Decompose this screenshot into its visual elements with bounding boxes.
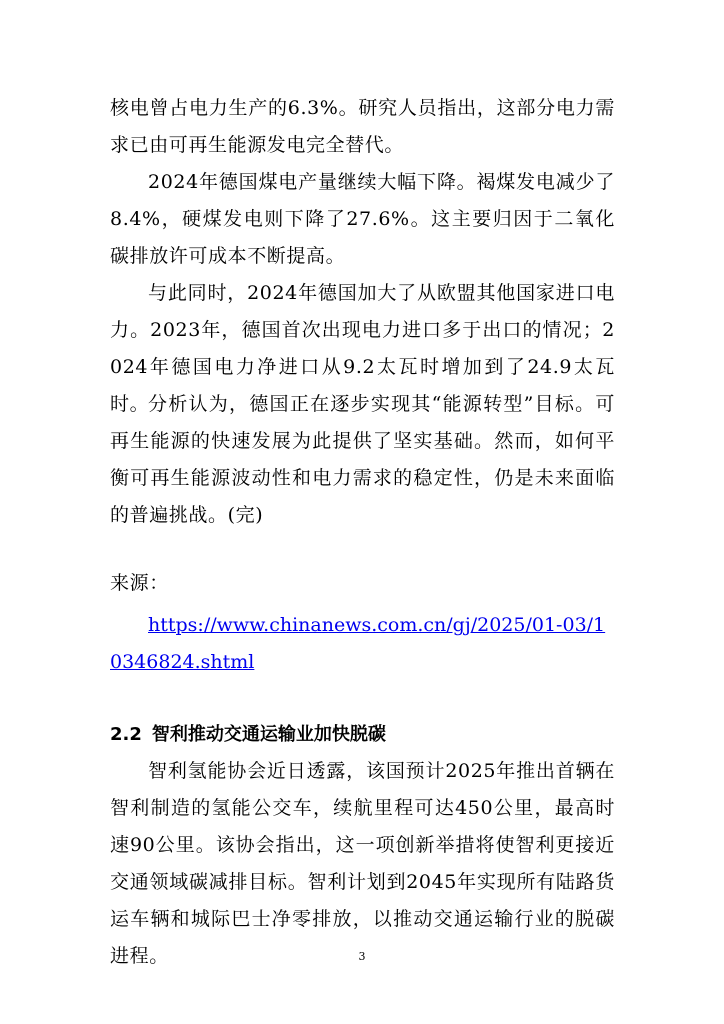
section-number: 2.2 — [110, 724, 142, 745]
paragraph-coal-decline: 2024年德国煤电产量继续大幅下降。褐煤发电减少了8.4%，硬煤发电则下降了27.6%。这主要归因于二氧化碳排放许可成本不断提高。 — [110, 171, 615, 267]
page-number: 3 — [358, 950, 366, 963]
section-title: 智利推动交通运输业加快脱碳 — [151, 724, 386, 745]
source-label: 来源： — [110, 572, 169, 594]
paragraph-energy-transition: 分析认为，德国正在逐步实现其“能源转型”目标。可再生能源的快速发展为此提供了坚实基础。然而，如何平衡可再生能源波动性和电力需求的稳定性，仍是未来面临的普遍挑战。(完) — [110, 393, 615, 526]
paragraph-power-imports: 与此同时，2024年德国加大了从欧盟其他国家进口电力。2023年，德国首次出现电力进口多于出口的情况；2024年德国电力净进口从9.2太瓦时增加到了24.9太瓦时。 — [110, 282, 615, 415]
source-link[interactable]: https://www.chinanews.com.cn/gj/2025/01-03/10346824.shtml — [110, 614, 606, 673]
paragraph-chile-hydrogen: 智利氢能协会近日透露，该国预计2025年推出首辆在智利制造的氢能公交车，续航里程可达450公里，最高时速90公里。该协会指出，这一项创新举措将使智利更接近交通领域碳减排目标。智利计划到2045年实现所有陆路货运车辆和城际巴士净零排放，以推动交通运输行业的脱碳进程。 — [110, 760, 615, 967]
paragraph-nuclear-share: 核电曾占电力生产的6.3%。研究人员指出，这部分电力需求已由可再生能源发电完全替代。 — [110, 97, 615, 156]
source-link-container — [110, 607, 615, 681]
section-heading — [110, 716, 386, 753]
